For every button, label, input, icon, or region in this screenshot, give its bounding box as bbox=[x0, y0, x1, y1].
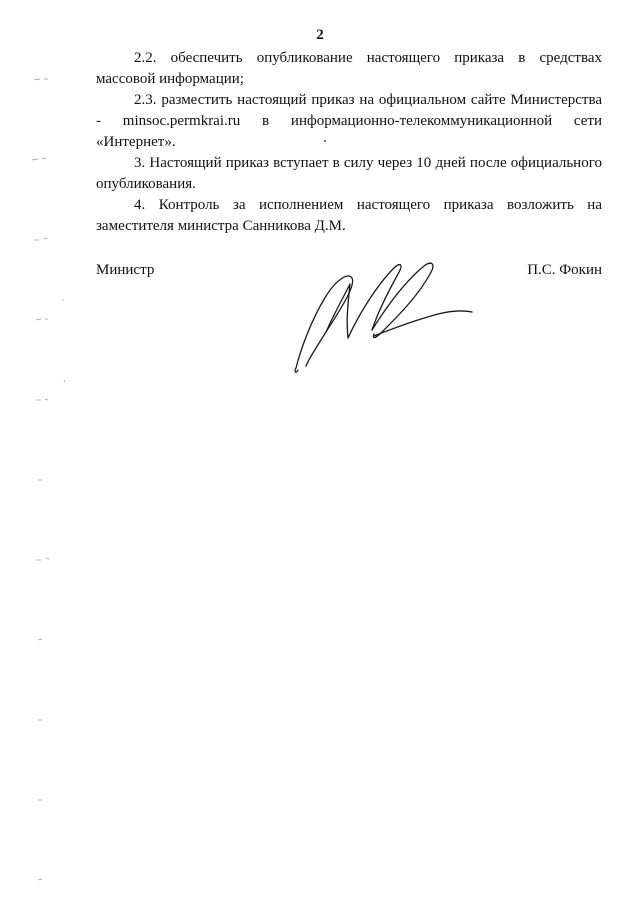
signatory-name: П.С. Фокин bbox=[527, 262, 602, 278]
scan-speck bbox=[324, 140, 326, 142]
paragraph-4: 4. Контроль за исполнением настоящего приказа возложить на заместителя министра Санникова Д.М. bbox=[96, 197, 602, 234]
signatory-position: Министр bbox=[96, 262, 155, 278]
page-number: 2 bbox=[316, 27, 324, 43]
scan-margin-marks bbox=[0, 0, 70, 905]
handwritten-signature bbox=[286, 256, 486, 380]
paragraph-3: 3. Настоящий приказ вступает в силу через 10 дней после официального опубликования. bbox=[96, 155, 602, 192]
paragraph-2-2: 2.2. обеспечить опубликование настоящего приказа в средствах массовой информации; bbox=[96, 50, 602, 87]
paragraph-2-3: 2.3. разместить настоящий приказ на официальном сайте Министерства - minsoc.permkrai.ru в информационно-телекоммуникационной сети «Интернет». bbox=[96, 92, 602, 150]
document-body bbox=[96, 48, 602, 237]
